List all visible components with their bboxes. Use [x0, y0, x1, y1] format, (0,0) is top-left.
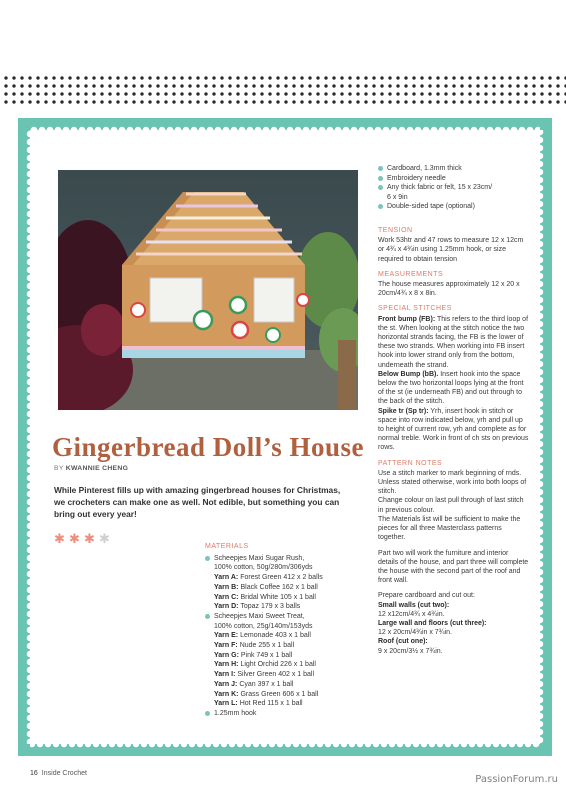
star-icon: ✱: [69, 531, 80, 546]
special-stitch-item: Front bump (FB): This refers to the third loop of the st. When looking at the stitch notice the two horizontal strands facing, the FB is the lower of these two strands. When working into FB insert hook into lower strand only from the bottom, underneath the strand.: [378, 315, 529, 369]
list-item: Embroidery needle: [378, 174, 538, 184]
special-stitch-item: Spike tr (Sp tr): Yrh, insert hook in stitch or space into row indicated below, yrh and pull up to height of current row, yrh and complete as for normal treble. Work in front of ch sts on previous rows.: [378, 407, 529, 452]
border-scallop: [30, 124, 540, 130]
yarn-item: Yarn J: Cyan 397 x 1 ball: [214, 680, 294, 688]
star-icon: ✱: [84, 531, 95, 546]
tension-heading: TENSION: [378, 227, 413, 234]
pattern-notes-heading: PATTERN NOTES: [378, 459, 443, 467]
yarn-item: Yarn B: Black Coffee 162 x 1 ball: [214, 583, 318, 591]
list-item: Cardboard, 1.3mm thick: [378, 164, 538, 174]
dot-pattern-header: [0, 74, 566, 104]
materials-list: MATERIALS Scheepjes Maxi Sugar Rush, 100% cotton, 50g/280m/306yds Yarn A: Forest Green 412 x 2 balls Yarn B: Black Coffee 162 x 1 ball Yarn C: Bridal White 105 x 1 ball Yarn D: Topaz 179 x 3 balls Scheepjes Maxi Sweet Treat, 100% cotton, 25g/140m/153yds Yarn E: Lemonade 403 x 1 ball Yarn F: Nude 255 x 1 ball Yarn G: Pink 749 x 1 ball Yarn H: Light Orchid 226 x 1 ball Yarn I: Silver Green 402 x 1 ball Yarn J: Cyan 397 x 1 ball Yarn K: Grass Green 606 x 1 ball Yarn L: Hot Red 115 x 1 ball 1.25mm hook: [205, 542, 365, 719]
list-item-continuation: 6 x 9in: [387, 193, 408, 201]
yarn-item: Yarn H: Light Orchid 226 x 1 ball: [214, 661, 316, 669]
yarn-item: Yarn K: Grass Green 606 x 1 ball: [214, 690, 319, 698]
yarn-item: Yarn G: Pink 749 x 1 ball: [214, 651, 293, 659]
gingerbread-house-photo: [58, 170, 358, 410]
bullet-icon: [205, 614, 210, 619]
page-footer: 16 Inside Crochet: [30, 770, 87, 777]
page-title: Gingerbread Doll’s House: [52, 432, 365, 462]
right-column: [378, 226, 530, 656]
yarn-item: Yarn I: Silver Green 402 x 1 ball: [214, 671, 315, 679]
cut-item: Small walls (cut two):: [378, 601, 450, 609]
yarn-item: Yarn C: Bridal White 105 x 1 ball: [214, 593, 316, 601]
yarn-item: Yarn F: Nude 255 x 1 ball: [214, 642, 295, 650]
list-item: Scheepjes Maxi Sugar Rush,: [205, 554, 365, 564]
list-item: Scheepjes Maxi Sweet Treat,: [205, 612, 365, 622]
byline: BY KWANNIE CHENG: [54, 465, 129, 472]
special-stitches-heading: SPECIAL STITCHES: [378, 305, 452, 313]
bullet-icon: [205, 711, 210, 716]
bullet-icon: [205, 556, 210, 561]
yarn-item: Yarn D: Topaz 179 x 3 balls: [214, 603, 301, 611]
yarn-item: Yarn L: Hot Red 115 x 1 ball: [214, 700, 303, 708]
yarn-item: Yarn A: Forest Green 412 x 2 balls: [214, 574, 323, 582]
materials-list-continued: [378, 164, 538, 212]
measurements-heading: MEASUREMENTS: [378, 270, 444, 278]
yarn-item: Yarn E: Lemonade 403 x 1 ball: [214, 632, 311, 640]
materials-heading: MATERIALS: [205, 543, 249, 550]
bullet-icon: [378, 176, 383, 181]
star-icon: ✱: [99, 531, 110, 546]
list-item: Double-sided tape (optional): [378, 202, 538, 212]
special-stitch-item: Below Bump (bB). Insert hook into the space below the two horizontal loops lying at the front of the st (ie underneath FB) and out through to the back of the stitch.: [378, 370, 524, 406]
border-scallop: [30, 744, 540, 750]
pattern-notes-text: Use a stitch marker to mark beginning of rnds. Unless stated otherwise, work into both loops of stitch. Change colour on last pull through of last stitch in previous colour. The Materials list will be sufficient to make the pieces for all three Masterclass patterns together. Part two will work the furniture and interior details of the house, and part three will complete the house with the second part of the roof and front wall. Prepare cardboard and cut out: Small walls (cut two): 12 x12cm/4¾ x 4¾in. Large wall and floors (cut three): 12 x 20cm/4¾in x 7¾in. Roof (cut one): 9 x 20cm/3½ x 7¾in.: [378, 469, 529, 655]
star-icon: ✱: [54, 531, 65, 546]
tension-text: Work 53htr and 47 rows to measure 12 x 12cm or 4¾ x 4¾in using 1.25mm hook, or size required to obtain tension: [378, 237, 524, 263]
intro-text: While Pinterest fills up with amazing gingerbread houses for Christmas, we crocheters can make one as well. Not edible, but something you can bring out every year!: [54, 485, 341, 519]
cut-item: Large wall and floors (cut three):: [378, 619, 487, 627]
bullet-icon: [378, 185, 383, 190]
list-item: 1.25mm hook: [205, 709, 365, 719]
list-item: Any thick fabric or felt, 15 x 23cm/: [378, 183, 538, 193]
measurements-text: The house measures approximately 12 x 20 x 20cm/4¾ x 8 x 8in.: [378, 281, 520, 298]
difficulty-rating: [54, 533, 111, 545]
border-scallop: [540, 130, 546, 744]
watermark: PassionForum.ru: [475, 774, 558, 785]
bullet-icon: [378, 166, 383, 171]
cut-item: Roof (cut one):: [378, 638, 428, 646]
border-scallop: [24, 130, 30, 744]
bullet-icon: [378, 204, 383, 209]
